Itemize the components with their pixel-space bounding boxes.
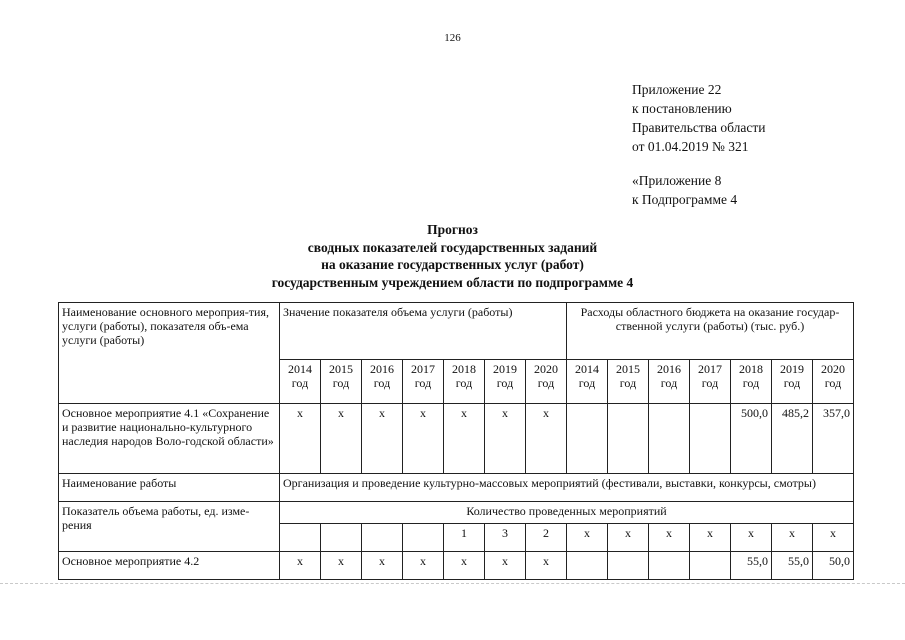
- cost-cell: 357,0: [813, 404, 854, 474]
- measure-4-2-name: Основное мероприятие 4.2: [59, 552, 280, 580]
- year-value: 2014: [575, 362, 599, 376]
- cost-cell: х: [608, 524, 649, 552]
- cost-cell: х: [772, 524, 813, 552]
- year-header-cell: [608, 360, 649, 404]
- cost-cell: х: [567, 524, 608, 552]
- cost-cell: [567, 404, 608, 474]
- header-row: [59, 303, 854, 360]
- header-col-name: Наименование основного мероприя-тия, услуги (работы), показателя объ-ема услуги (работы): [59, 303, 280, 404]
- year-suffix: год: [414, 376, 432, 390]
- appendix-line: «Приложение 8: [632, 173, 722, 188]
- measure-4-1-name: Основное мероприятие 4.1 «Сохранение и развитие национально-культурного наследия народов Воло-годской области»: [59, 404, 280, 474]
- cost-cell: 500,0: [731, 404, 772, 474]
- year-header-cell: [731, 360, 772, 404]
- year-header-cell: [813, 360, 854, 404]
- year-header-cell: [526, 360, 567, 404]
- cost-cell: х: [731, 524, 772, 552]
- document-title: [0, 221, 905, 291]
- value-cell: 3: [485, 524, 526, 552]
- work-label: Наименование работы: [59, 474, 280, 502]
- title-line: сводных показателей государственных заданий: [307, 239, 598, 255]
- value-cell: х: [280, 404, 321, 474]
- year-header-cell: [690, 360, 731, 404]
- year-suffix: год: [701, 376, 719, 390]
- appendix-line: Правительства области: [632, 120, 766, 135]
- cost-cell: х: [813, 524, 854, 552]
- forecast-table: [58, 302, 854, 580]
- year-suffix: год: [742, 376, 760, 390]
- year-suffix: год: [824, 376, 842, 390]
- year-suffix: год: [496, 376, 514, 390]
- header-group-volume: Значение показателя объема услуги (работы): [280, 303, 567, 360]
- year-value: 2015: [616, 362, 640, 376]
- year-suffix: год: [783, 376, 801, 390]
- value-cell: х: [403, 552, 444, 580]
- cost-cell: [608, 404, 649, 474]
- value-cell: х: [526, 404, 567, 474]
- scan-edge-line: [0, 583, 905, 585]
- appendix-line: к постановлению: [632, 101, 732, 116]
- value-cell: х: [444, 404, 485, 474]
- year-value: 2020: [821, 362, 845, 376]
- value-cell: х: [321, 552, 362, 580]
- cost-cell: 55,0: [772, 552, 813, 580]
- year-header-cell: [444, 360, 485, 404]
- cost-cell: [690, 404, 731, 474]
- year-suffix: год: [291, 376, 309, 390]
- year-header-cell: [485, 360, 526, 404]
- value-cell: х: [280, 552, 321, 580]
- value-cell: 2: [526, 524, 567, 552]
- year-header-cell: [649, 360, 690, 404]
- value-cell: х: [485, 404, 526, 474]
- header-group-costs: Расходы областного бюджета на оказание государ-ственной услуги (работы) (тыс. руб.): [567, 303, 854, 360]
- year-suffix: год: [619, 376, 637, 390]
- year-header-cell: [280, 360, 321, 404]
- year-header-cell: [772, 360, 813, 404]
- year-value: 2019: [493, 362, 517, 376]
- work-value: Организация и проведение культурно-массовых мероприятий (фестивали, выставки, конкурсы, смотры): [280, 474, 854, 502]
- appendix-block: [632, 80, 765, 209]
- cost-cell: [608, 552, 649, 580]
- value-cell: [280, 524, 321, 552]
- year-value: 2020: [534, 362, 558, 376]
- cost-cell: 55,0: [731, 552, 772, 580]
- year-value: 2018: [452, 362, 476, 376]
- value-cell: х: [526, 552, 567, 580]
- value-cell: х: [362, 552, 403, 580]
- indicator-value: Количество проведенных мероприятий: [280, 502, 854, 524]
- value-cell: [362, 524, 403, 552]
- appendix-line: Приложение 22: [632, 82, 722, 97]
- year-header-cell: [567, 360, 608, 404]
- year-header-cell: [403, 360, 444, 404]
- value-cell: х: [403, 404, 444, 474]
- page-number: 126: [444, 32, 461, 44]
- appendix-line: к Подпрограмме 4: [632, 192, 738, 207]
- table-row-measure-4-2: [59, 552, 854, 580]
- title-line: Прогноз: [427, 222, 478, 237]
- value-cell: х: [362, 404, 403, 474]
- year-suffix: год: [660, 376, 678, 390]
- table-row-measure-4-1: [59, 404, 854, 474]
- value-cell: [321, 524, 362, 552]
- year-value: 2015: [329, 362, 353, 376]
- year-value: 2014: [288, 362, 312, 376]
- table-row-work: [59, 474, 854, 502]
- cost-cell: [649, 404, 690, 474]
- cost-cell: 50,0: [813, 552, 854, 580]
- year-value: 2016: [657, 362, 681, 376]
- title-line: государственным учреждением области по подпрограмме 4: [271, 274, 634, 290]
- cost-cell: х: [690, 524, 731, 552]
- year-suffix: год: [578, 376, 596, 390]
- value-cell: х: [485, 552, 526, 580]
- year-suffix: год: [455, 376, 473, 390]
- year-suffix: год: [332, 376, 350, 390]
- year-suffix: год: [373, 376, 391, 390]
- year-header-cell: [321, 360, 362, 404]
- value-cell: х: [321, 404, 362, 474]
- year-suffix: год: [537, 376, 555, 390]
- indicator-label: Показатель объема работы, ед. изме-рения: [59, 502, 280, 552]
- year-value: 2019: [780, 362, 804, 376]
- year-value: 2017: [411, 362, 435, 376]
- cost-cell: [649, 552, 690, 580]
- cost-cell: х: [649, 524, 690, 552]
- value-cell: х: [444, 552, 485, 580]
- cost-cell: 485,2: [772, 404, 813, 474]
- cost-cell: [567, 552, 608, 580]
- year-value: 2017: [698, 362, 722, 376]
- title-line: на оказание государственных услуг (работ): [321, 257, 584, 272]
- value-cell: [403, 524, 444, 552]
- appendix-line: от 01.04.2019 № 321: [632, 139, 749, 154]
- table-row-indicator: [59, 502, 854, 524]
- value-cell: 1: [444, 524, 485, 552]
- year-value: 2016: [370, 362, 394, 376]
- year-header-cell: [362, 360, 403, 404]
- year-value: 2018: [739, 362, 763, 376]
- cost-cell: [690, 552, 731, 580]
